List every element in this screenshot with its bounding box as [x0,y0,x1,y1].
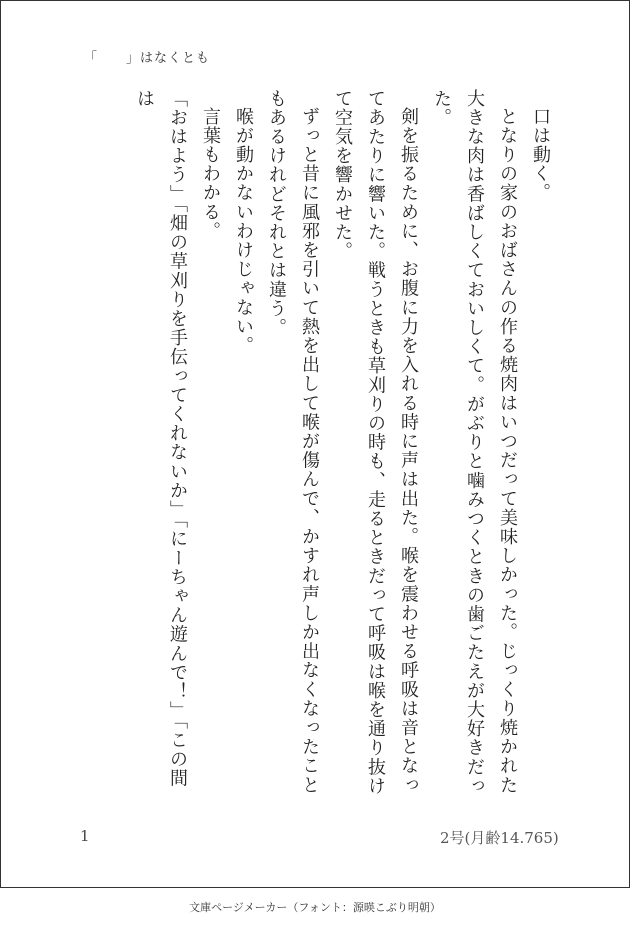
paragraph: 剣を振るために、お腹に力を入れる時に声は出た。喉を震わせる呼吸は音となってあたりに響いた。戦うときも草刈りの時も、走るときだって呼吸は喉を通り抜けて空気を響かせた。 [332,89,419,796]
paragraph: 「おはよう」「畑の草刈りを手伝ってくれないか」「にーちゃん遊んで！」「この間は [134,89,188,788]
paragraph: 口は動く。 [530,107,551,203]
paragraph: 言葉もわかる。 [200,107,221,241]
body-text [79,89,557,801]
paragraph: 喉が動かないわけじゃない。 [233,107,254,356]
paragraph: ずっと昔に風邪を引いて熱を出して喉が傷んで、かすれ声しか出なくなったこともあるけれどそれとは違う。 [266,89,320,795]
paragraph: となりの家のおばさんの作る焼肉はいつだって美味しかった。じっくり焼かれた大きな肉は香ばしくておいしくて。がぶりと噛みつくときの歯ごたえが大好きだった。 [431,89,518,796]
running-head: 「 」はなくとも [84,51,211,66]
footer-credit: 文庫ページメーカー（フォント：源暎こぶり明朝） [189,901,441,914]
page-number: 1 [80,827,90,845]
moon-age-label: 2号(月齢14.765) [440,829,559,847]
